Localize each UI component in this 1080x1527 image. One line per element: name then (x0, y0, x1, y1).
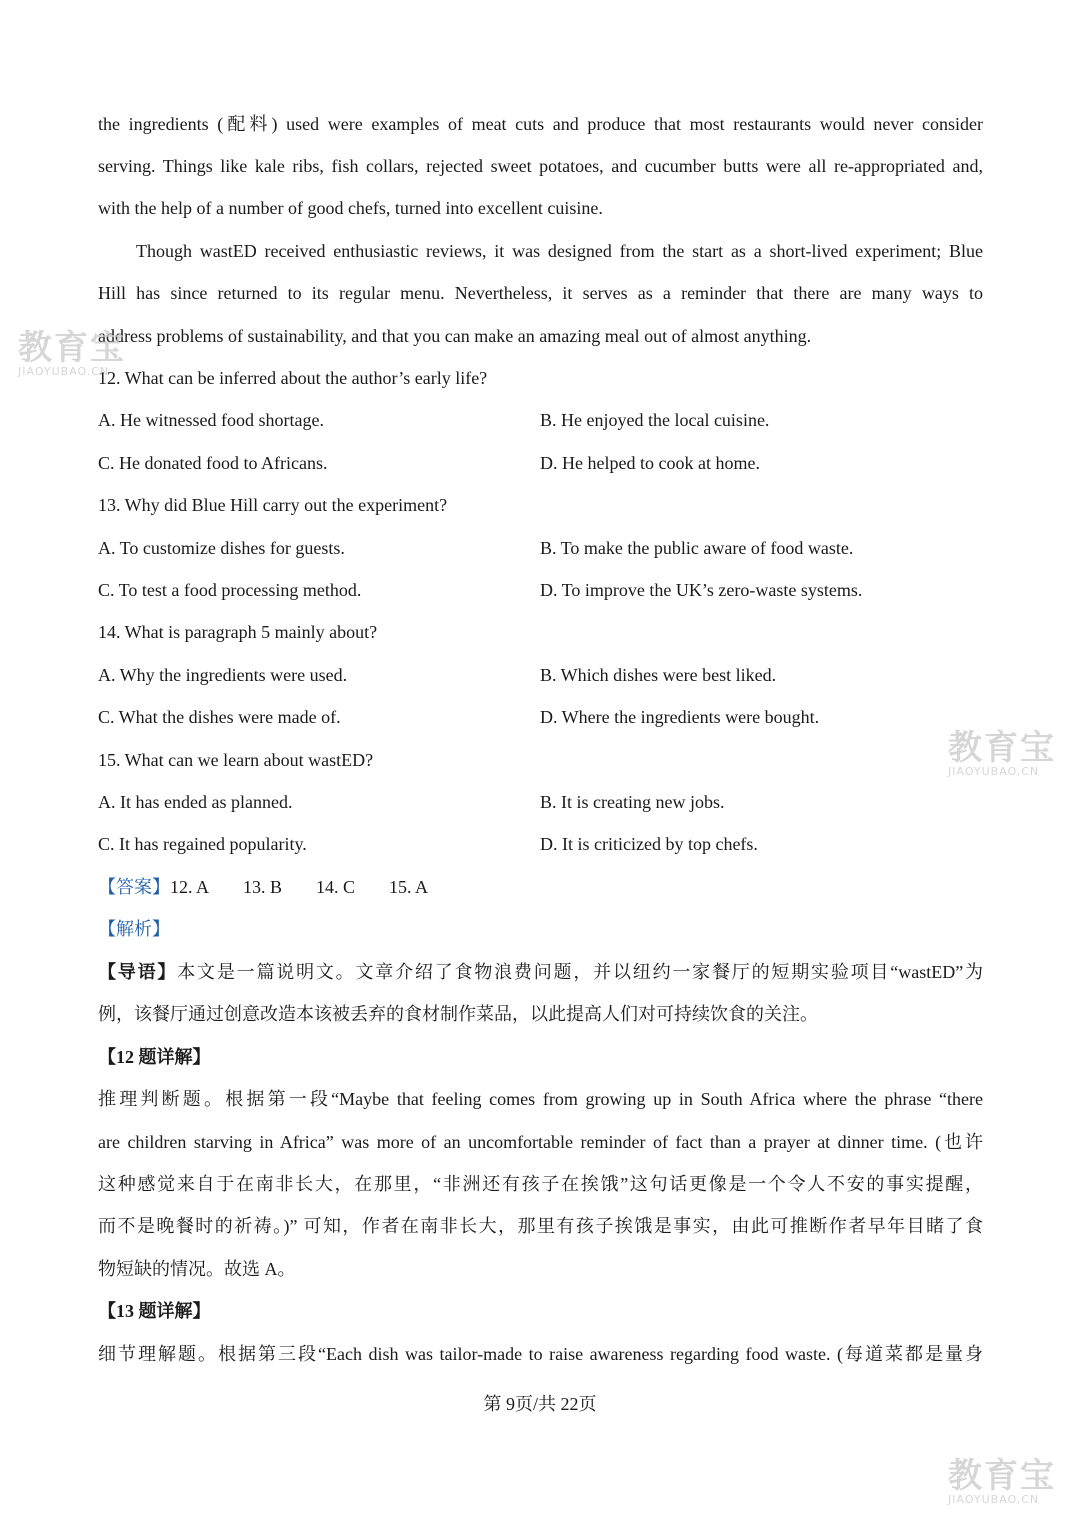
answer-item: 13. B (243, 877, 283, 897)
option-a: A. To customize dishes for guests. (98, 538, 345, 558)
watermark-en: JIAOYUBAO.CN (948, 1493, 1040, 1506)
answer-key (98, 875, 983, 899)
watermark-logo (948, 730, 1056, 778)
intro-line: 例，该餐厅通过创意改造本该被丢弃的食材制作菜品，以此提高人们对可持续饮食的关注。 (98, 1004, 818, 1024)
option-c: C. To test a food processing method. (98, 580, 362, 600)
option-a: A. Why the ingredients were used. (98, 665, 348, 685)
option-b: B. Which dishes were best liked. (540, 665, 777, 685)
explanation-line: 细节理解题。根据第三段“Each dish was tailor-made to raise awareness regarding food waste. (每道菜都是量身 (98, 1344, 983, 1364)
watermark-en: JIAOYUBAO.CN (18, 365, 110, 378)
q12-heading: 【12 题详解】 (98, 1047, 211, 1067)
watermark-cn: 教育宝 (948, 728, 1056, 768)
option-c: C. What the dishes were made of. (98, 707, 341, 727)
option-d: D. He helped to cook at home. (540, 453, 760, 473)
passage-line: serving. Things like kale ribs, fish collars, rejected sweet potatoes, and cucumber butts were all re-appropriated and, (98, 156, 983, 176)
explanation-line: 而不是晚餐时的祈祷。)” 可知，作者在南非长大，那里有孩子挨饿是事实，由此可推断作者早年目睹了食 (98, 1216, 983, 1236)
answer-item: 14. C (316, 877, 356, 897)
answer-item: 12. A (170, 877, 210, 897)
watermark-cn: 教育宝 (18, 328, 126, 368)
answer-item: 15. A (389, 877, 429, 897)
analysis-label: 【解析】 (98, 919, 170, 939)
option-c: C. It has regained popularity. (98, 834, 307, 854)
option-d: D. To improve the UK’s zero-waste systems. (540, 580, 863, 600)
watermark-logo (18, 330, 126, 378)
explanation-line: 推理判断题。根据第一段“Maybe that feeling comes from growing up in South Africa where the phrase “there (98, 1089, 983, 1109)
option-b: B. To make the public aware of food waste. (540, 538, 854, 558)
passage-line: Hill has since returned to its regular menu. Nevertheless, it serves as a reminder that there are many ways to (98, 283, 983, 303)
q13-heading: 【13 题详解】 (98, 1301, 211, 1321)
option-b: B. It is creating new jobs. (540, 792, 725, 812)
passage-line: the ingredients (配料) used were examples of meat cuts and produce that most restaurants would never consider (98, 114, 983, 134)
question-stem: 12. What can be inferred about the author’s early life? (98, 368, 488, 388)
option-d: D. Where the ingredients were bought. (540, 707, 820, 727)
watermark-en: JIAOYUBAO.CN (948, 765, 1040, 778)
answer-label: 【答案】 (98, 877, 170, 897)
page-number: 第 9页/共 22页 (483, 1394, 597, 1414)
option-a: A. It has ended as planned. (98, 792, 293, 812)
intro-line (98, 960, 983, 984)
option-b: B. He enjoyed the local cuisine. (540, 410, 770, 430)
option-c: C. He donated food to Africans. (98, 453, 328, 473)
question-stem: 13. Why did Blue Hill carry out the experiment? (98, 495, 448, 515)
explanation-line: are children starving in Africa” was more of an uncomfortable reminder of fact than a prayer at dinner time. (也许 (98, 1132, 983, 1152)
watermark-logo (948, 1458, 1056, 1506)
watermark-cn: 教育宝 (948, 1456, 1056, 1496)
option-d: D. It is criticized by top chefs. (540, 834, 758, 854)
passage-line: Though wastED received enthusiastic reviews, it was designed from the start as a short-lived experiment; Blue (136, 241, 983, 261)
explanation-line: 物短缺的情况。故选 A。 (98, 1259, 296, 1279)
intro-text: 本文是一篇说明文。文章介绍了食物浪费问题，并以纽约一家餐厅的短期实验项目“wastED”为 (177, 962, 984, 982)
explanation-line: 这种感觉来自于在南非长大，在那里，“非洲还有孩子在挨饿”这句话更像是一个令人不安的事实提醒， (98, 1174, 983, 1194)
passage-line: address problems of sustainability, and that you can make an amazing meal out of almost anything. (98, 326, 812, 346)
passage-line: with the help of a number of good chefs, turned into excellent cuisine. (98, 198, 603, 218)
option-a: A. He witnessed food shortage. (98, 410, 324, 430)
question-stem: 15. What can we learn about wastED? (98, 750, 374, 770)
intro-label: 【导语】 (98, 962, 178, 982)
question-stem: 14. What is paragraph 5 mainly about? (98, 622, 378, 642)
